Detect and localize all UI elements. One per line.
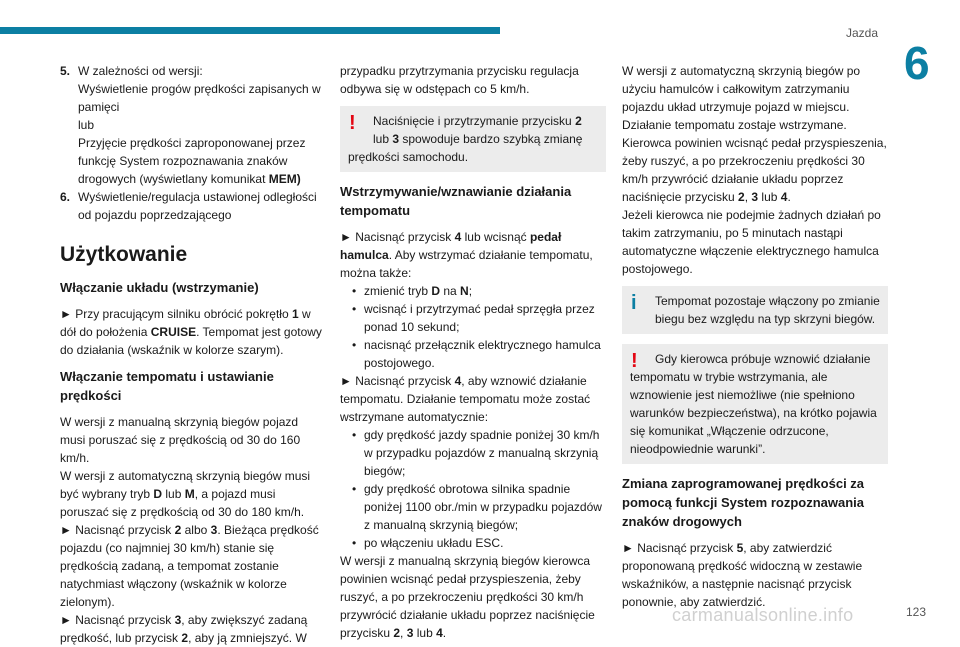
note-text: Tempomat pozostaje włączony po zmianie biegu bez względu na typ skrzyni biegów. [655,294,880,326]
info-note [622,286,888,334]
section-title: Jazda [846,26,879,40]
item-number: 6. [60,190,71,204]
list-item-5 [60,62,322,188]
item-line: W zależności od wersji: [78,64,203,78]
subheading: Włączanie tempomatu i ustawianie prędkości [60,369,274,403]
note-text: Naciśnięcie i przytrzymanie przycisku 2 lub 3 spowoduje bardzo szybką zmianę prędkości samochodu. [348,114,583,164]
list-item: • gdy prędkość jazdy spadnie poniżej 30 km/h w przypadku pojazdów z manualną skrzynią biegów; [340,426,606,480]
paragraph: W wersji z automatyczną skrzynią biegów po użyciu hamulców i całkowitym zatrzymaniu pojazdu układ utrzymuje pojazd w miejscu. Działanie tempomatu zostaje wstrzymane. Kierowca powinien wcisnąć pedał przyspieszenia, żeby ruszyć, a po przekroczeniu prędkości 30 km/h przywrócić działanie układu poprzez naciśnięcie przycisku 2, 3 lub 4. [622,64,887,204]
list-item: • gdy prędkość obrotowa silnika spadnie poniżej 1100 obr./min w przypadku pojazdów z manualną skrzynią biegów; [340,480,606,534]
paragraph: W wersji z manualną skrzynią biegów kierowca powinien wcisnąć pedał przyspieszenia, żeby ruszyć, a po przekroczeniu prędkości 30 km/h przywrócić działanie układu poprzez naciśnięcie przycisku 2, 3 lub 4. [340,554,595,640]
item-line: lub [78,118,95,132]
item-line: Przyjęcie prędkości zaproponowanej przez funkcję System rozpoznawania znaków drogowych (wyświetlany komunikat MEM) [78,136,306,186]
page-number: 123 [906,605,927,619]
list-item: • zmienić tryb D na N; [340,282,606,300]
column-2 [340,62,606,642]
subheading: Włączanie układu (wstrzymanie) [60,280,259,295]
info-icon: i [631,292,637,314]
header-accent-bar [0,27,500,34]
item-number: 5. [60,64,71,78]
paragraph: ► Nacisnąć przycisk 4, aby wznowić działanie tempomatu. Działanie tempomatu może zostać wstrzymane automatycznie: [340,374,591,424]
paragraph: ► Nacisnąć przycisk 2 albo 3. Bieżąca prędkość pojazdu (co najmniej 30 km/h) stanie się prędkością zadaną, a tempomat zostanie natychmiast włączony (wskaźnik w kolorze zielonym). [60,523,319,609]
list-item: • wcisnąć i przytrzymać pedał sprzęgła przez ponad 10 sekund; [340,300,606,336]
chapter-number: 6 [904,37,930,89]
warning-icon: ! [349,112,356,134]
paragraph: Jeżeli kierowca nie podejmie żadnych działań po takim zatrzymaniu, po 5 minutach nastąpi automatyczne włączenie elektrycznego hamulca postojowego. [622,208,881,276]
paragraph: ► Nacisnąć przycisk 5, aby zatwierdzić proponowaną prędkość widoczną w zestawie wskaźników, a następnie nacisnąć przycisk ponownie, aby zatwierdzić. [622,541,863,609]
paragraph: W wersji z manualną skrzynią biegów pojazd musi poruszać się z prędkością od 30 do 160 km/h. [60,415,301,465]
subheading: Wstrzymywanie/wznawianie działania tempomatu [340,184,572,218]
watermark: carmanualsonline.info [672,605,854,625]
list-item: • nacisnąć przełącznik elektrycznego hamulca postojowego. [340,336,606,372]
paragraph: ► Przy pracującym silniku obrócić pokrętło 1 w dół do położenia CRUISE. Tempomat jest gotowy do działania (wskaźnik w kolorze szarym). [60,307,322,357]
bullet-list [340,426,606,552]
list-item-6 [60,188,322,224]
subheading: Zmiana zaprogramowanej prędkości za pomocą funkcji System rozpoznawania znaków drogowych [622,476,865,529]
paragraph: przypadku przytrzymania przycisku regulacja odbywa się w odstępach co 5 km/h. [340,64,579,96]
column-3 [622,62,888,619]
column-1 [60,62,322,647]
bullet-list [340,282,606,372]
warning-icon: ! [631,350,638,372]
warning-note [622,344,888,464]
warning-note [340,106,606,172]
paragraph: W wersji z automatyczną skrzynią biegów musi być wybrany tryb D lub M, a pojazd musi poruszać się z prędkością od 30 do 180 km/h. [60,469,311,519]
item-text: Wyświetlenie/regulacja ustawionej odległości od pojazdu poprzedzającego [78,190,317,222]
item-line: Wyświetlenie progów prędkości zapisanych w pamięci [78,82,321,114]
section-heading: Użytkowanie [60,243,188,266]
paragraph: ► Nacisnąć przycisk 4 lub wcisnąć pedał hamulca. Aby wstrzymać działanie tempomatu, można także: [340,230,593,280]
paragraph: ► Nacisnąć przycisk 3, aby zwiększyć zadaną prędkość, lub przycisk 2, aby ją zmniejszyć. W [60,613,308,645]
note-text: Gdy kierowca próbuje wznowić działanie tempomatu w trybie wstrzymania, ale wznowienie jest niemożliwe (nie spełniono warunków bezpieczeństwa), na krótko pojawia się komunikat „Włączenie odrzucone, nieodpowiednie warunki”. [630,352,877,456]
list-item: • po włączeniu układu ESC. [340,534,606,552]
